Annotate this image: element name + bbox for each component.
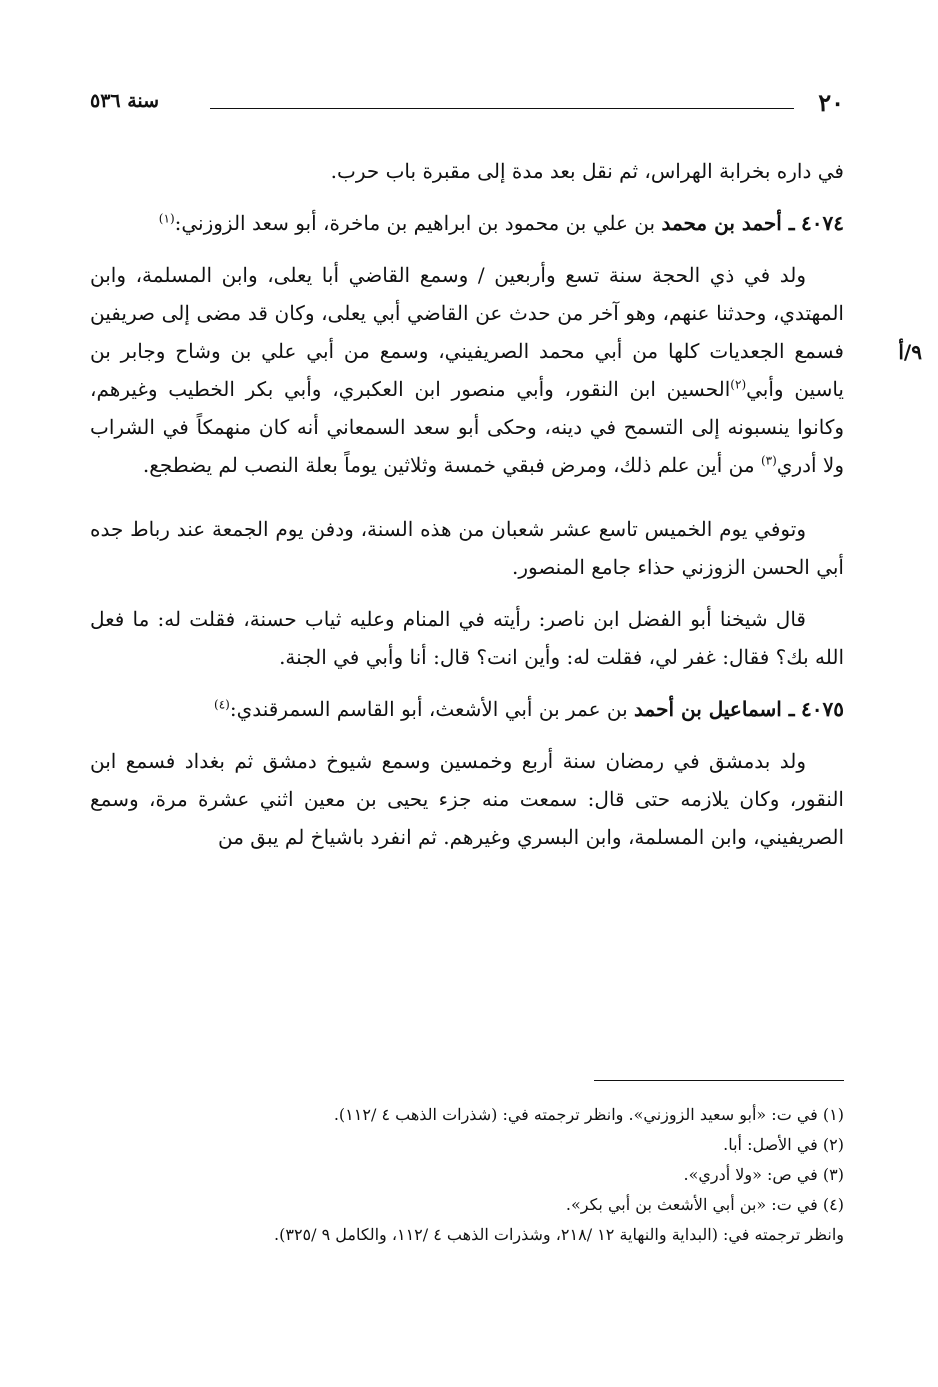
footnote-ref: (١): [158, 211, 175, 226]
manuscript-folio-marker: ٩/أ: [898, 340, 922, 364]
entry-text: بن علي بن محمود بن ابراهيم بن ماخرة، أبو سعد الزوزني:: [174, 211, 662, 235]
footnote: (٣) في ص: «ولا أدري».: [683, 1165, 844, 1184]
header-rule: [210, 108, 794, 109]
footnote: (٢) في الأصل: أبا.: [723, 1135, 844, 1154]
entry-4075-heading: ٤٠٧٥ ـ اسماعيل بن أحمد بن عمر بن أبي الأشعث، أبو القاسم السمرقندي:$^{(٤)}$: [214, 697, 844, 721]
footnote-ref: (٢): [730, 377, 747, 392]
running-head: سنة ٥٣٦: [90, 90, 160, 112]
entry-text: بن عمر بن أبي الأشعث، أبو القاسم السمرقندي:: [229, 697, 635, 721]
footnotes: [120, 1100, 844, 1250]
footnote-rule: [594, 1080, 844, 1081]
footnote: (٤) في ت: «بن أبي الأشعث بن أبي بكر».: [565, 1195, 844, 1214]
page-number: ٢٠: [818, 88, 844, 117]
paragraph-biography-4074: [90, 256, 844, 484]
footnote-ref: (٤): [214, 697, 230, 712]
text-span: الحسين ابن النقور، وأبي منصور ابن العكبري، وأبي بكر الخطيب وغيرهم، وكانوا ينسبونه إلى التسمح في دينه، وحكى أبو سعد السمعاني أنه كان منهمكاً في الشراب ولا أدري: [90, 377, 844, 477]
paragraph-death: وتوفي يوم الخميس تاسع عشر شعبان من هذه السنة، ودفن يوم الجمعة عند رباط جده أبي الحسن الزوزني حذاء جامع المنصور.: [90, 517, 844, 579]
paragraph-biography-4075: ولد بدمشق في رمضان سنة أربع وخمسين وسمع شيوخ دمشق ثم بغداد فسمع ابن النقور، وكان يلازمه حتى قال: سمعت منه جزء يحيى بن معين اثني عشرة مرة، وسمع الصريفيني، وابن المسلمة، وابن البسري وغيرهم. ثم انفرد باشياخ لم يبق من: [90, 749, 844, 849]
page-header: [90, 88, 844, 118]
footnote: (١) في ت: «أبو سعيد الزوزني». وانظر ترجمته في: (شذرات الذهب ٤ /١١٢).: [333, 1105, 844, 1124]
entry-4074-heading: ٤٠٧٤ ـ أحمد بن محمد بن علي بن محمود بن ابراهيم بن ماخرة، أبو سعد الزوزني:$^{(١)}$: [158, 211, 844, 235]
paragraph-1: في داره بخرابة الهراس، ثم نقل بعد مدة إلى مقبرة باب حرب.: [330, 159, 844, 183]
text-span: من أين علم ذلك، ومرض فبقي خمسة وثلاثين يوماً بعلة النصب لم يضطجع.: [142, 453, 761, 477]
footnote-ref: (٣): [760, 453, 777, 468]
paragraph-dream: قال شيخنا أبو الفضل ابن ناصر: رأيته في المنام وعليه ثياب حسنة، فقلت له: ما فعل الله بك؟ فقال: غفر لي، فقلت له: وأين انت؟ قال: أنا وأبي في الجنة.: [90, 607, 844, 669]
footnote: وانظر ترجمته في: (البداية والنهاية ١٢ /٢١٨، وشذرات الذهب ٤ /١١٢، والكامل ٩ /٣٢٥).: [274, 1225, 844, 1244]
main-text: [90, 152, 844, 856]
entry-name: أحمد بن محمد: [661, 211, 782, 235]
entry-number: ٤٠٧٥: [801, 697, 844, 721]
entry-name: اسماعيل بن أحمد: [634, 697, 782, 721]
entry-number: ٤٠٧٤: [801, 211, 844, 235]
text-span: ولد في ذي الحجة سنة تسع وأربعين / وسمع القاضي أبا يعلى، وابن المسلمة، وابن المهتدي، وحدثنا عنهم، وهو آخر من حدث عن القاضي أبي يعلى، وكان قد مضى إلى صريفين فسمع الجعديات كلها من أبي محمد الصريفيني، وسمع من أبي علي بن وشاح وجابر بن ياسين وأبي: [90, 263, 844, 401]
